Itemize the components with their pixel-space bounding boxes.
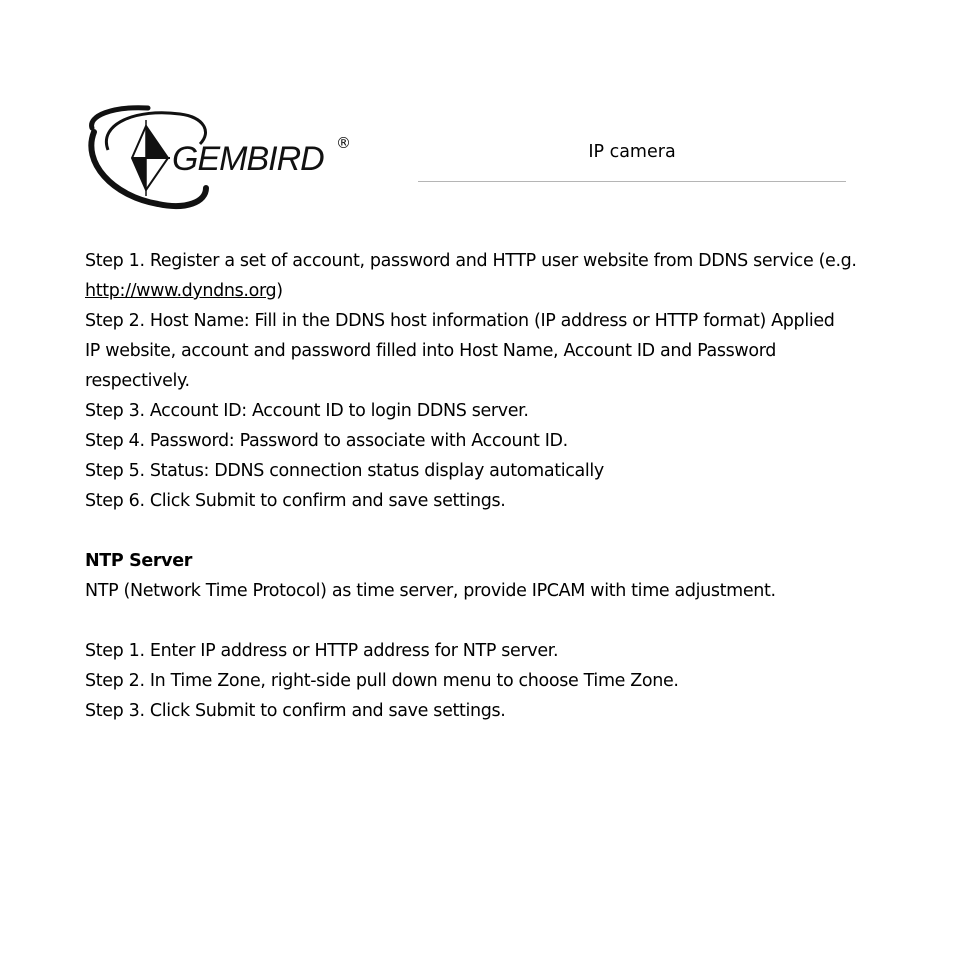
ddns-step-4: Step 4. Password: Password to associate with Account ID. — [85, 431, 568, 451]
ddns-step-6: Step 6. Click Submit to confirm and save settings. — [85, 491, 506, 511]
document-body — [85, 246, 895, 726]
ddns-step-2-line-1: Step 2. Host Name: Fill in the DDNS host information (IP address or HTTP format) Applied — [85, 311, 835, 331]
ddns-step-3: Step 3. Account ID: Account ID to login DDNS server. — [85, 401, 529, 421]
gembird-logo — [88, 104, 358, 212]
ntp-step-2: Step 2. In Time Zone, right-side pull down menu to choose Time Zone. — [85, 671, 679, 691]
ntp-server-heading: NTP Server — [85, 551, 193, 571]
ntp-step-3: Step 3. Click Submit to confirm and save settings. — [85, 701, 506, 721]
ddns-step-1-continued — [85, 276, 895, 306]
ddns-step-1: Step 1. Register a set of account, password and HTTP user website from DDNS service (e.g. — [85, 251, 857, 271]
dyndns-link[interactable]: http://www.dyndns.org — [85, 281, 277, 301]
ddns-step-5: Step 5. Status: DDNS connection status display automatically — [85, 461, 604, 481]
logo-wordmark: GEMBIRD — [172, 140, 324, 178]
page-header-title: IP camera — [588, 142, 676, 162]
header-divider — [418, 181, 846, 182]
ddns-step-2-line-2: IP website, account and password filled into Host Name, Account ID and Password — [85, 341, 777, 361]
ntp-step-1: Step 1. Enter IP address or HTTP address for NTP server. — [85, 641, 559, 661]
paragraph-gap — [85, 606, 895, 636]
ntp-description: NTP (Network Time Protocol) as time server, provide IPCAM with time adjustment. — [85, 581, 776, 601]
ddns-step-2-line-3: respectively. — [85, 371, 190, 391]
paragraph-gap — [85, 516, 895, 546]
registered-mark: ® — [336, 134, 351, 152]
closing-paren: ) — [276, 281, 283, 301]
